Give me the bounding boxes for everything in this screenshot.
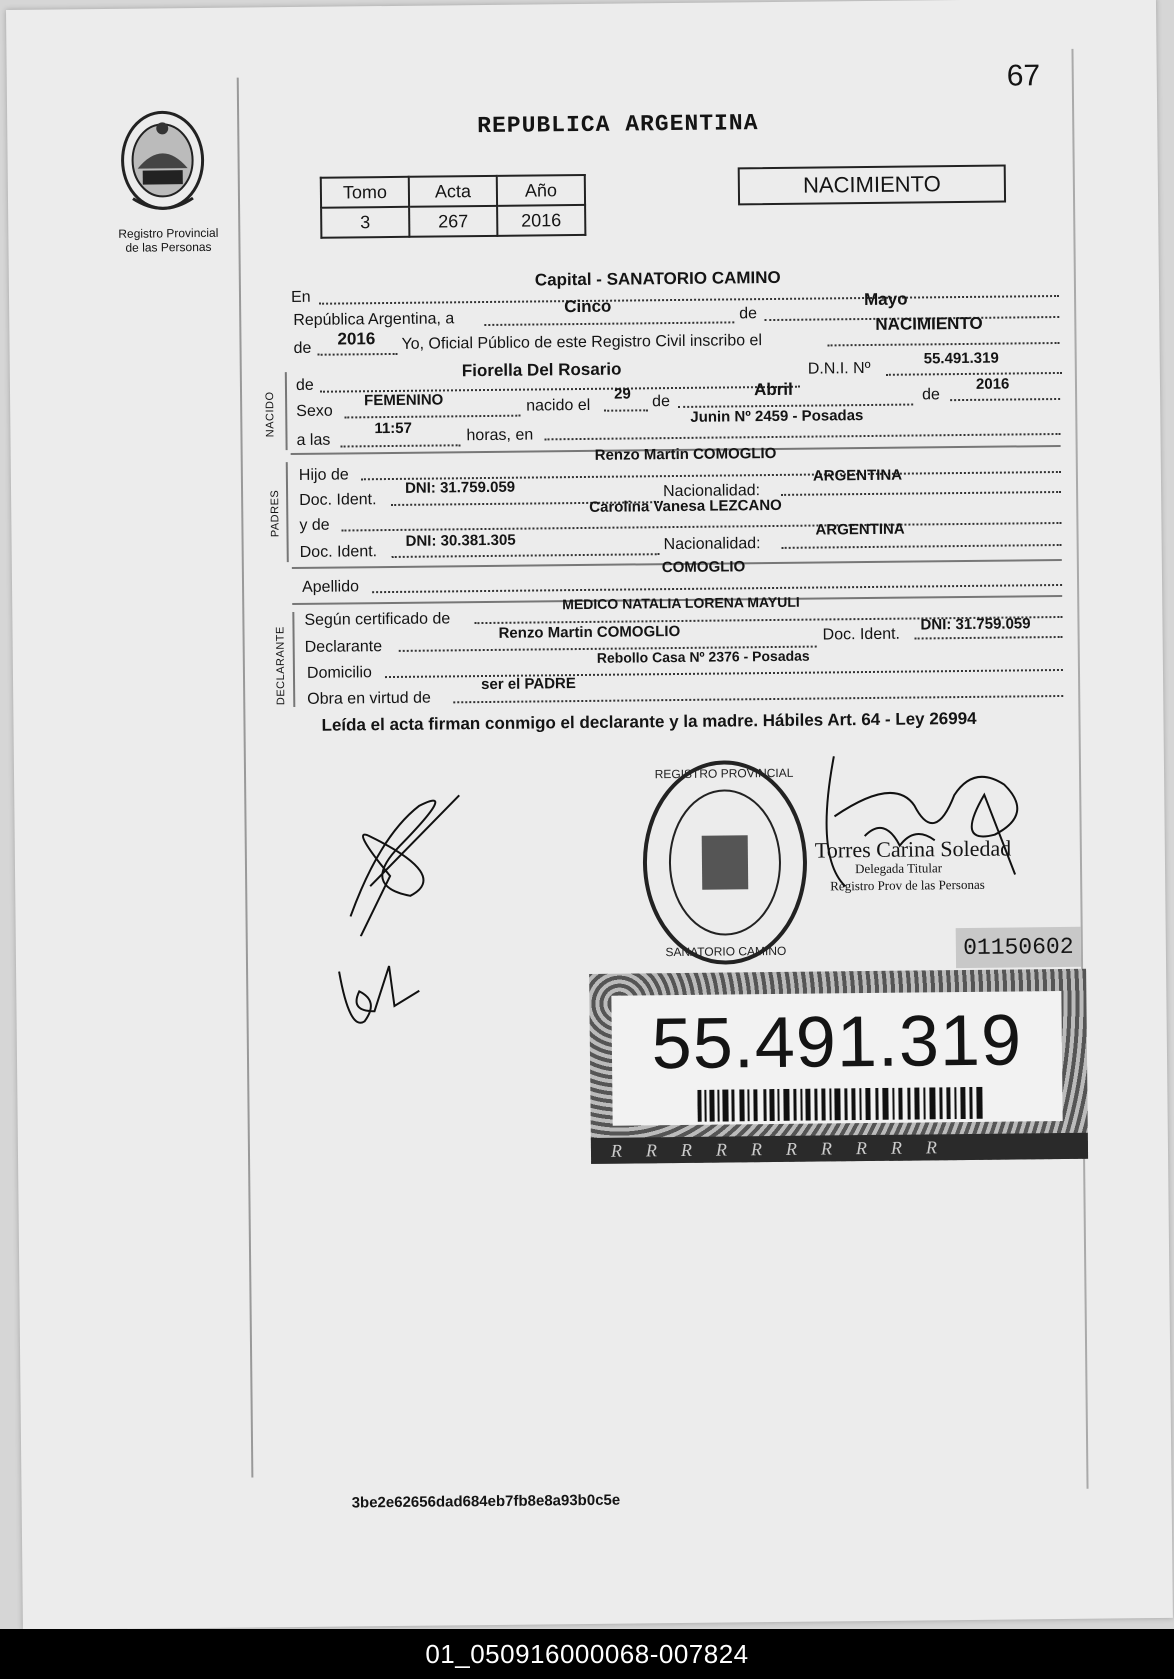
alas-label: a las (296, 431, 331, 449)
registry-header-anio: Año (497, 175, 585, 206)
dotted-line (344, 415, 520, 419)
sexo-label: Sexo (296, 402, 333, 420)
mother-name-value: Carolina Vanesa LEZCANO (589, 496, 782, 516)
declarant-signature-icon (339, 775, 471, 936)
document-title: REPUBLICA ARGENTINA (477, 110, 759, 140)
section-label-nacido: NACIDO (264, 391, 277, 438)
hijo-label: Hijo de (298, 466, 349, 484)
official-role: Delegada Titular (854, 860, 943, 877)
svg-text:REGISTRO PROVINCIAL: REGISTRO PROVINCIAL (654, 765, 794, 782)
registry-value-acta: 267 (409, 206, 497, 237)
registry-header-tomo: Tomo (321, 177, 409, 208)
dotted-line (828, 342, 1060, 346)
declarant-value: Renzo Martin COMOGLIO (498, 622, 681, 642)
yde-label: y de (299, 516, 330, 534)
registry-stamp-icon (639, 757, 811, 969)
section-label-padres: PADRES (269, 489, 282, 538)
dotted-line (372, 584, 1062, 593)
certificado-label: Según certificado de (304, 610, 451, 629)
dotted-line (886, 372, 1062, 376)
dotted-line (604, 409, 648, 411)
section-bracket (292, 612, 294, 707)
id-label-number: 55.491.319 (651, 1000, 1023, 1085)
republica-label: República Argentina, a (293, 310, 455, 330)
seal-caption-line-2: de las Personas (125, 239, 212, 255)
birth-year-value: 2016 (975, 375, 1010, 393)
document-type-box: NACIMIENTO (738, 165, 1006, 206)
year-value: 2016 (337, 329, 376, 349)
registry-value-anio: 2016 (497, 205, 585, 236)
id-label-sticker (589, 969, 1088, 1164)
registry-header-acta: Acta (409, 176, 497, 207)
dotted-line (915, 636, 1063, 640)
id-label-inner (611, 991, 1062, 1126)
dotted-line (318, 353, 398, 356)
footer-identifier: 01_050916000068-007824 (0, 1629, 1174, 1679)
obra-value: ser el PADRE (481, 675, 576, 694)
dotted-line (545, 433, 1061, 440)
page-number: 67 (1006, 59, 1041, 93)
dotted-line (453, 695, 1063, 703)
address-value: Rebollo Casa Nº 2376 - Posadas (596, 647, 810, 666)
birthplace-value: Junin Nº 2459 - Posadas (690, 407, 864, 426)
oficial-label: Yo, Oficial Público de este Registro Civil inscribo el (401, 332, 763, 353)
barcode-icon (697, 1087, 987, 1122)
section-bracket (286, 462, 289, 562)
label-pattern-row: RRRRRRRRRR (591, 1133, 1088, 1164)
dotted-line (950, 398, 1060, 401)
father-doc-value: DNI: 31.759.059 (404, 478, 516, 497)
document-page (6, 0, 1173, 1630)
father-nationality-value: ARGENTINA (812, 466, 903, 485)
dni-value: 55.491.319 (923, 349, 999, 368)
father-name-value: Renzo Martin COMOGLIO (594, 444, 777, 464)
de-label: de (739, 305, 758, 323)
dotted-line (341, 444, 461, 447)
day-value: Cinco (564, 296, 612, 317)
nacionalidad2-label: Nacionalidad: (663, 535, 761, 554)
mother-signature-icon (334, 961, 425, 1042)
de5-label: de (921, 386, 940, 404)
document-hash: 3be2e62656dad684eb7fb8e8a93b0c5e (351, 1491, 621, 1512)
sexo-value: FEMENINO (364, 391, 444, 410)
apellido-label: Apellido (301, 578, 360, 596)
svg-text:SANATORIO CAMINO: SANATORIO CAMINO (665, 943, 787, 960)
dotted-line (782, 544, 1062, 549)
obra-label: Obra en virtud de (307, 689, 431, 708)
de2-label: de (293, 339, 312, 358)
certificate-value: MEDICO NATALIA LORENA MAYULI (562, 593, 800, 613)
official-organization: Registro Prov de las Personas (830, 876, 985, 894)
birth-day-value: 29 (613, 385, 631, 403)
registry-value-tomo: 3 (321, 207, 409, 238)
official-name: Torres Carina Soledad (814, 835, 1012, 863)
dotted-line (319, 295, 1059, 305)
dotted-line (341, 522, 1061, 532)
horas-label: horas, en (466, 426, 534, 445)
domicilio-label: Domicilio (306, 664, 372, 682)
mother-doc-value: DNI: 30.381.305 (405, 531, 516, 550)
de4-label: de (652, 393, 671, 411)
de3-label: de (295, 376, 314, 394)
surname-value: COMOGLIO (661, 558, 746, 577)
birth-month-value: Abril (753, 379, 793, 400)
dni-label: D.N.I. Nº (807, 359, 871, 378)
dotted-line (781, 491, 1061, 496)
dotted-line (392, 553, 660, 558)
serial-number: 01150602 (956, 927, 1081, 968)
docid-label: Doc. Ident. (299, 491, 377, 509)
en-label: En (290, 288, 311, 307)
month-value: Mayo (863, 289, 908, 310)
docid3-label: Doc. Ident. (822, 625, 901, 644)
declarante-label: Declarante (304, 638, 383, 656)
docid2-label: Doc. Ident. (299, 543, 378, 561)
seal-caption-line-1: Registro Provincial (118, 225, 219, 241)
hour-value: 11:57 (374, 419, 413, 438)
nacionalidad-label: Nacionalidad: (662, 482, 761, 501)
section-bracket (285, 372, 287, 450)
section-label-declarante: DECLARANTE (274, 626, 288, 706)
dotted-line (484, 321, 734, 326)
name-value: Fiorella Del Rosario (461, 359, 622, 381)
declarant-doc-value: DNI: 31.759.059 (920, 615, 1031, 634)
inscribo-value: NACIMIENTO (875, 313, 983, 334)
nacido-label: nacido el (526, 396, 591, 415)
mother-nationality-value: ARGENTINA (815, 520, 905, 539)
closing-text: Leída el acta firman conmigo el declarante y la madre. Hábiles Art. 64 - Ley 26994 (321, 708, 977, 735)
en-value: Capital - SANATORIO CAMINO (534, 267, 781, 290)
